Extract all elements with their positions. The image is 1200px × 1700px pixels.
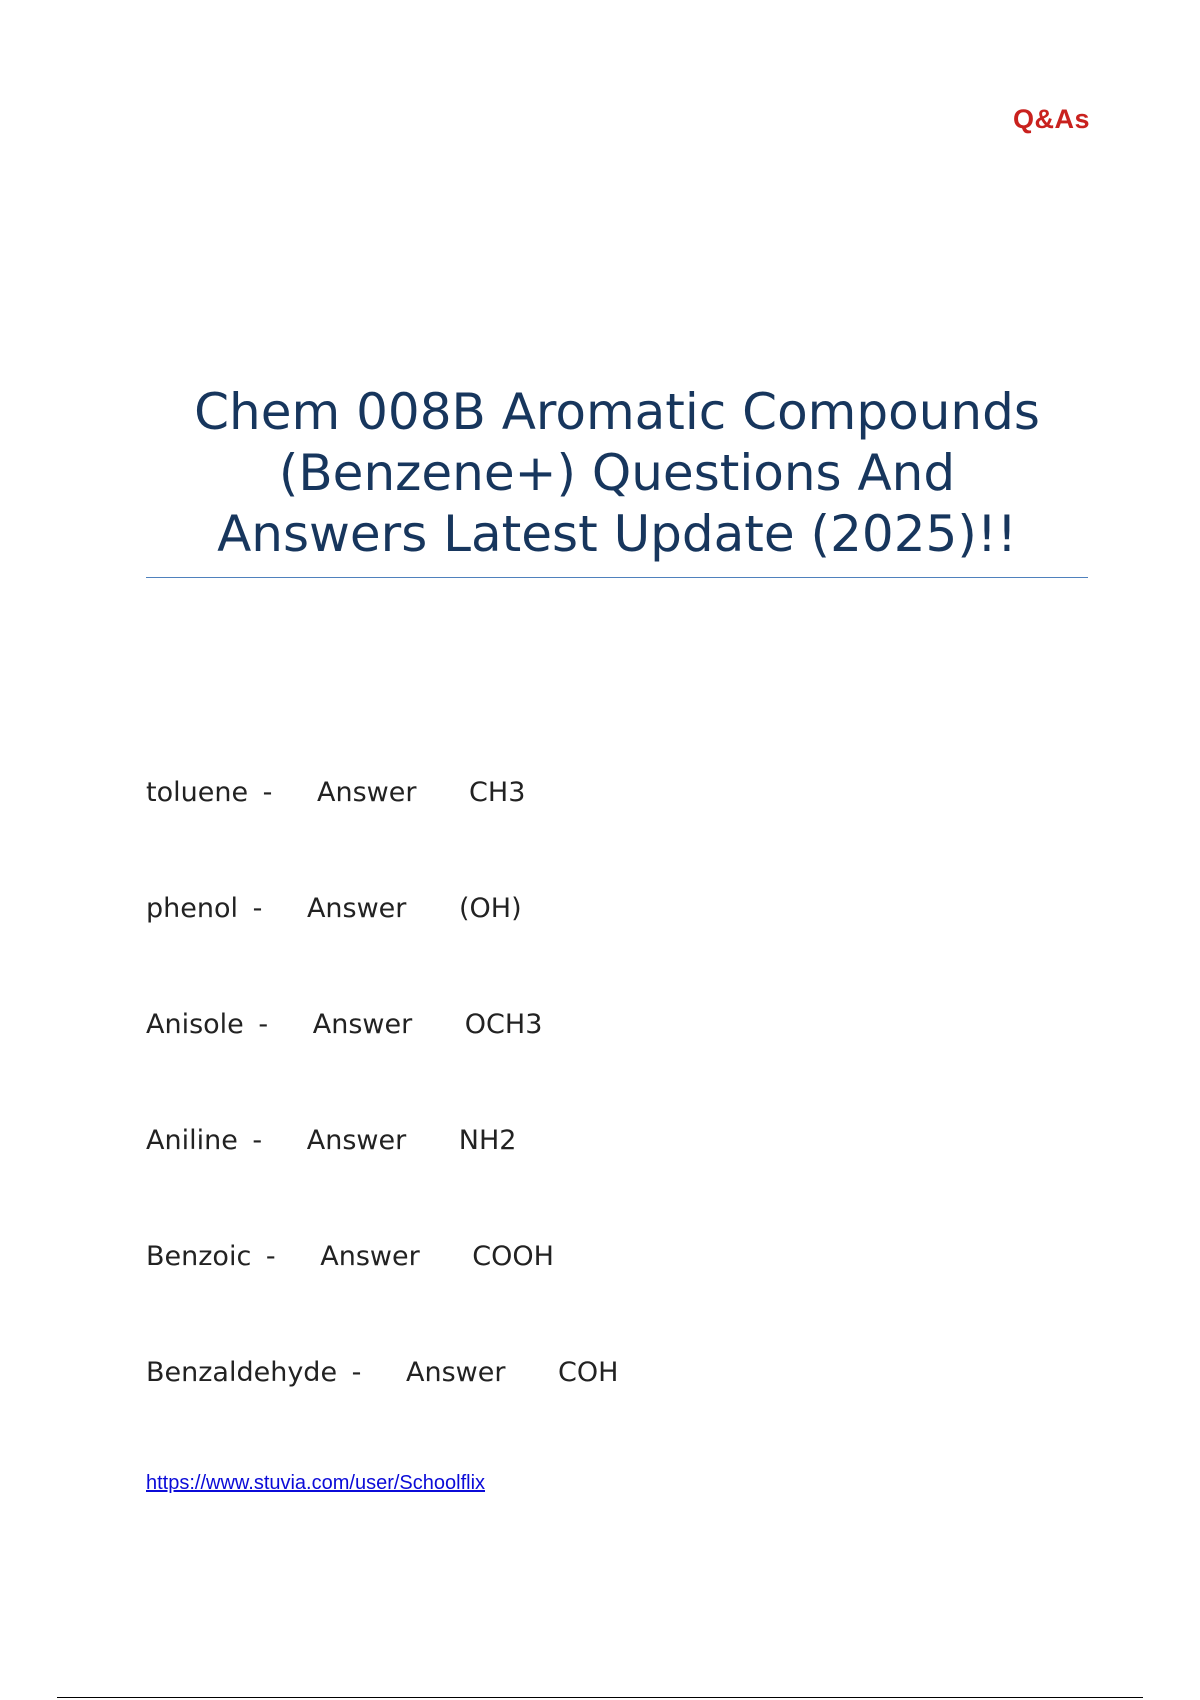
qa-term: Benzaldehyde	[146, 1357, 338, 1388]
qa-term: Aniline	[146, 1125, 238, 1156]
qa-answer-marker: Answer	[317, 777, 417, 808]
qa-answer: COH	[558, 1357, 619, 1388]
footer-divider	[57, 1697, 1143, 1698]
qa-item-toluene	[146, 778, 1046, 808]
title-line-1: Chem 008B Aromatic Compounds	[194, 383, 1040, 441]
qa-term: phenol	[146, 893, 238, 924]
qa-answer-marker: Answer	[312, 1009, 413, 1040]
qa-answer: NH2	[458, 1125, 517, 1156]
qa-item-benzaldehyde	[146, 1358, 1046, 1388]
document-title	[146, 382, 1088, 565]
qa-term: Anisole	[146, 1009, 244, 1040]
qa-answer-marker: Answer	[406, 1357, 506, 1388]
title-block	[146, 382, 1088, 578]
qa-separator: -	[252, 1125, 263, 1156]
qa-answer: CH3	[469, 777, 526, 808]
qa-answer-marker: Answer	[306, 893, 407, 924]
qa-answer: COOH	[472, 1241, 554, 1272]
qa-separator: -	[351, 1357, 362, 1388]
qa-answer: (OH)	[458, 893, 522, 924]
qa-separator: -	[262, 777, 273, 808]
title-line-2: (Benzene+) Questions And	[278, 444, 956, 502]
qa-item-phenol	[146, 894, 1046, 924]
qa-header-label: Q&As	[1012, 104, 1090, 134]
qa-answer: OCH3	[464, 1009, 543, 1040]
title-line-3: Answers Latest Update (2025)!!	[217, 505, 1017, 563]
qa-item-anisole	[146, 1010, 1046, 1040]
source-link[interactable]: https://www.stuvia.com/user/Schoolflix	[146, 1472, 486, 1494]
qa-separator: -	[265, 1241, 276, 1272]
qa-term: Benzoic	[146, 1241, 252, 1272]
qa-answer-marker: Answer	[306, 1125, 407, 1156]
qa-term: toluene	[146, 777, 249, 808]
qa-list	[146, 778, 1046, 1474]
qa-item-benzoic	[146, 1242, 1046, 1272]
qa-answer-marker: Answer	[320, 1241, 420, 1272]
qa-separator: -	[252, 893, 263, 924]
qa-item-aniline	[146, 1126, 1046, 1156]
qa-separator: -	[258, 1009, 269, 1040]
